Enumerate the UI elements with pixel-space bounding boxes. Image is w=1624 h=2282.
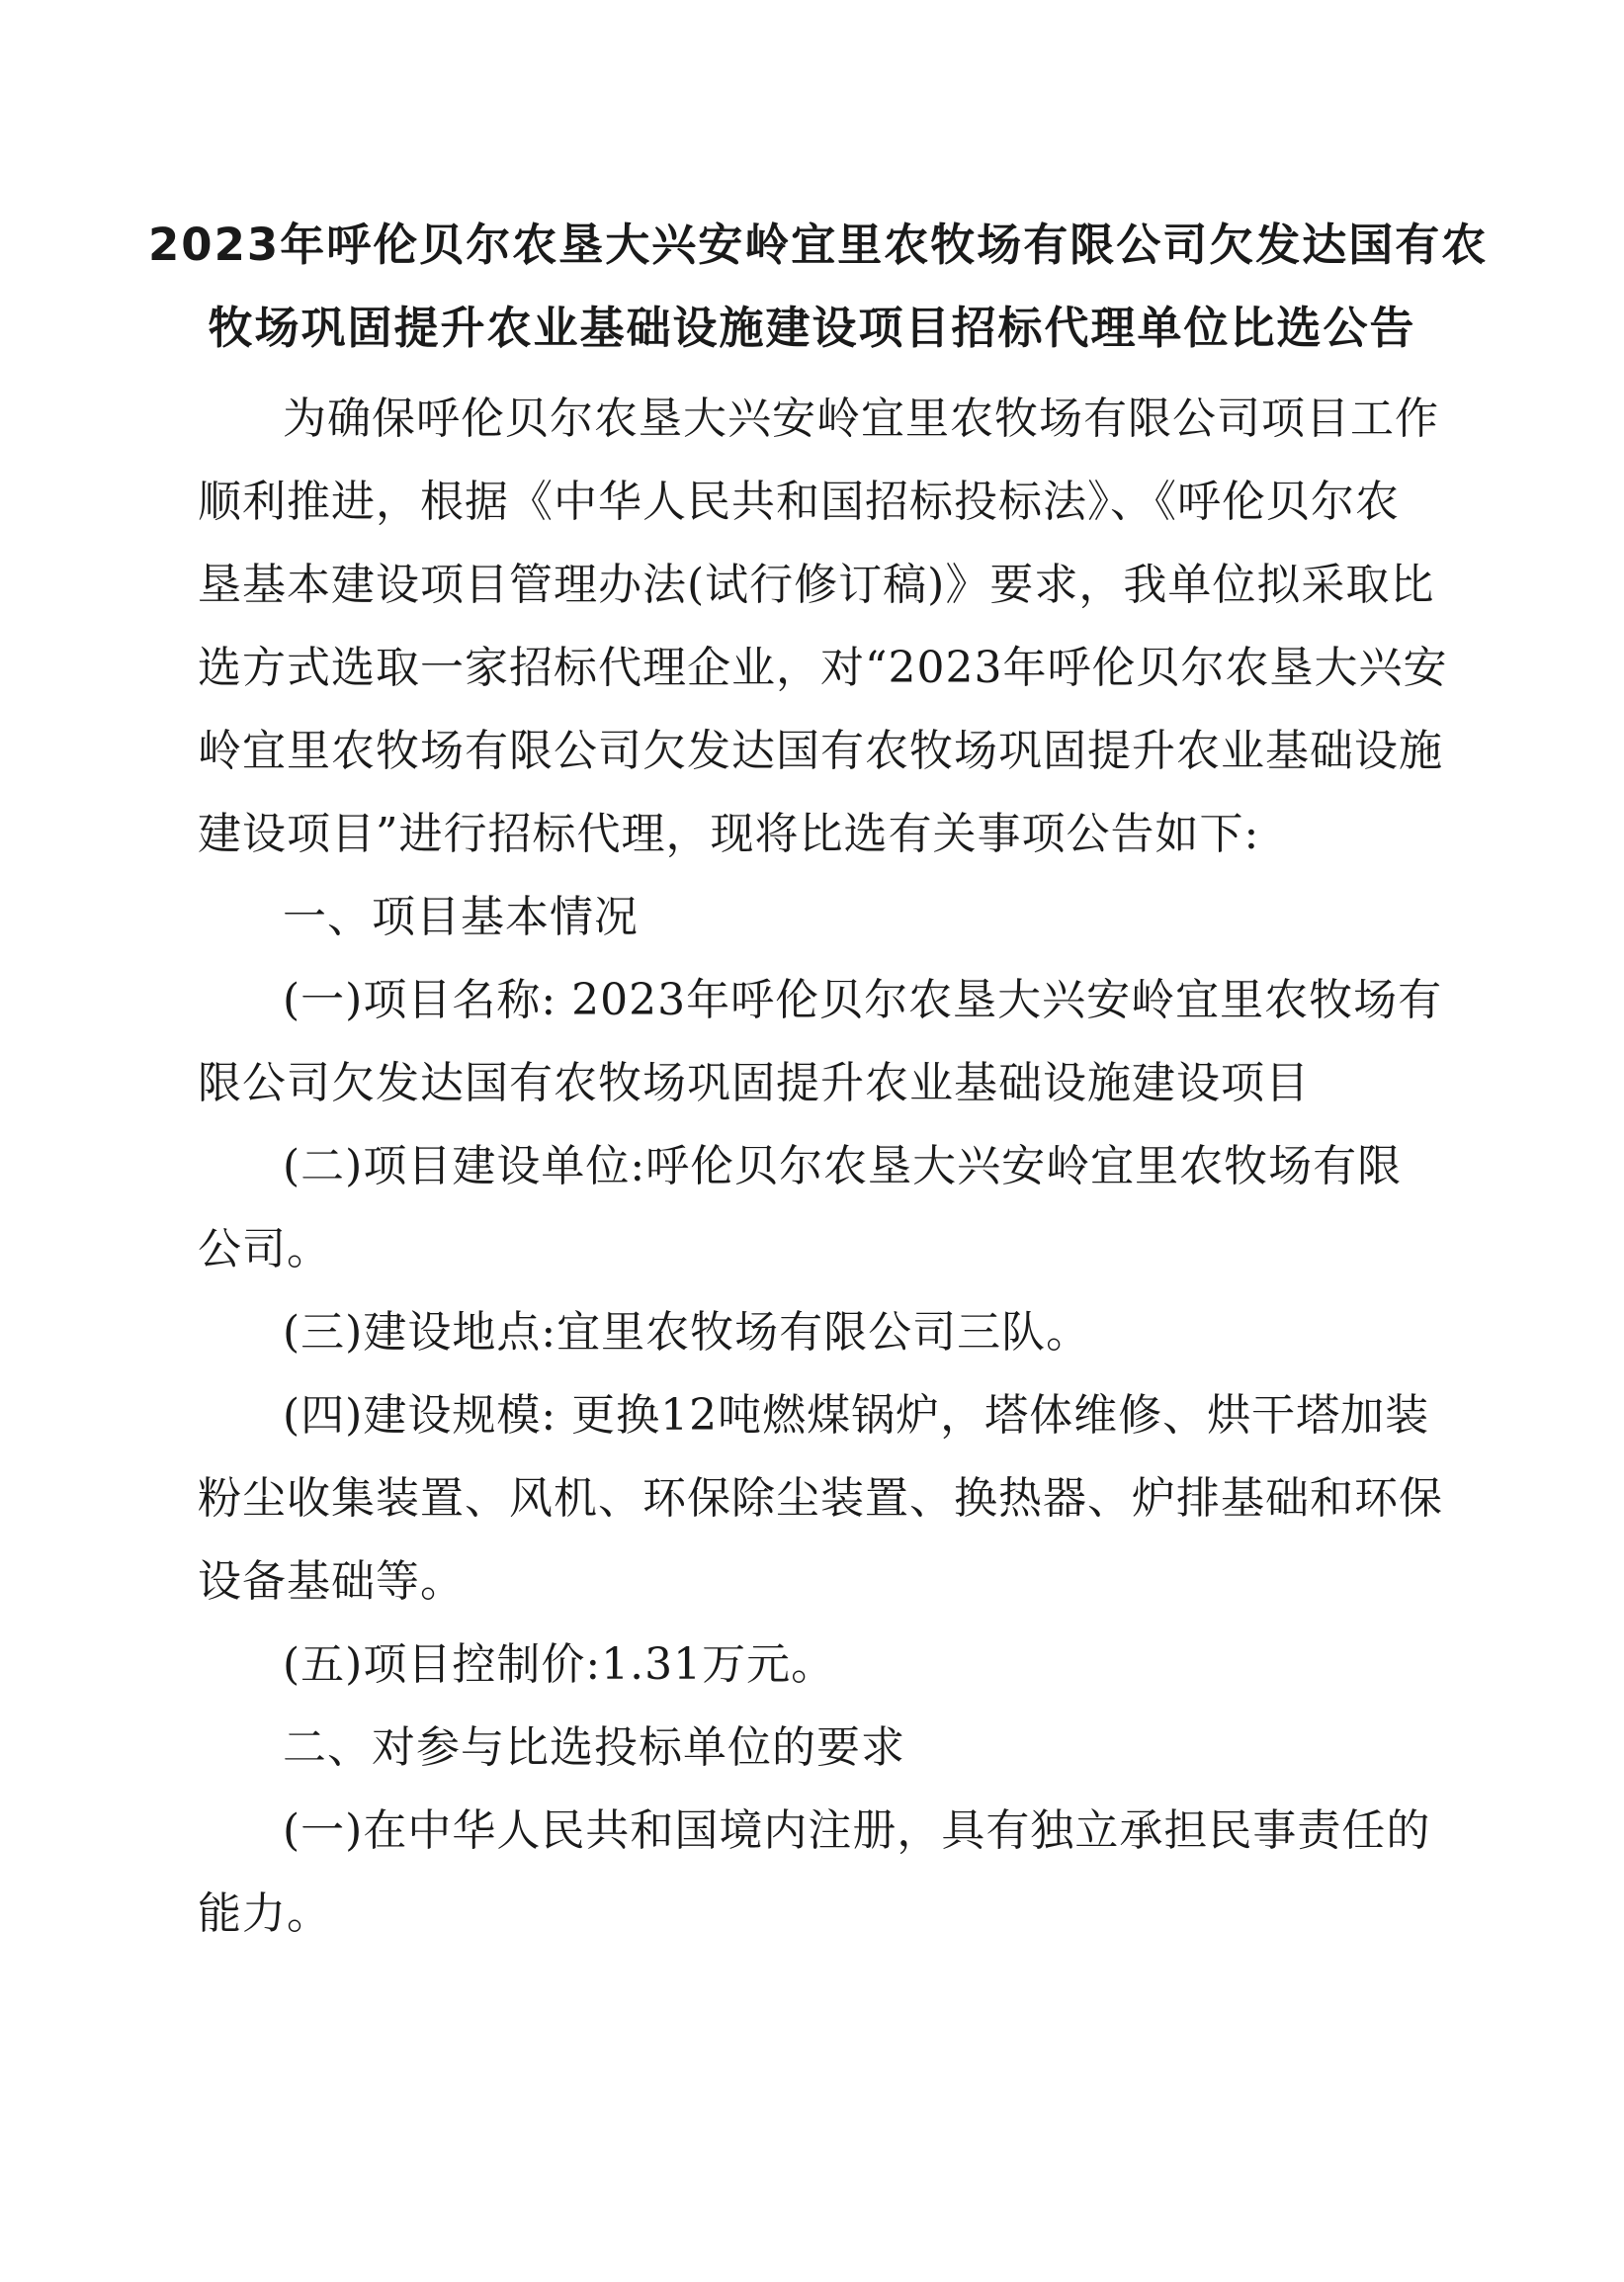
paragraph-line: 粉尘收集装置、风机、环保除尘装置、换热器、炉排基础和环保 (198, 1473, 1443, 1524)
paragraph-line: 限公司欠发达国有农牧场巩固提升农业基础设施建设项目 (198, 1058, 1310, 1108)
paragraph-line: 公司。 (198, 1224, 331, 1274)
paragraph-line: (四)建设规模: 更换12吨燃煤锅炉，塔体维修、烘干塔加装 (283, 1390, 1430, 1441)
section-heading: 二、对参与比选投标单位的要求 (283, 1722, 905, 1773)
paragraph-line: 岭宜里农牧场有限公司欠发达国有农牧场巩固提升农业基础设施 (198, 726, 1443, 776)
paragraph-line: (一)项目名称: 2023年呼伦贝尔农垦大兴安岭宜里农牧场有 (283, 975, 1443, 1025)
paragraph-line: 选方式选取一家招标代理企业，对“2023年呼伦贝尔农垦大兴安 (198, 643, 1448, 693)
paragraph-line: 垦基本建设项目管理办法(试行修订稿)》要求，我单位拟采取比 (198, 560, 1435, 610)
paragraph-line: 顺利推进，根据《中华人民共和国招标投标法》、《呼伦贝尔农 (198, 477, 1400, 527)
paragraph-line: (五)项目控制价:1.31万元。 (283, 1639, 836, 1690)
paragraph-line: (二)项目建设单位:呼伦贝尔农垦大兴安岭宜里农牧场有限 (283, 1141, 1403, 1191)
paragraph-line: 能力。 (198, 1888, 331, 1939)
paragraph-line: 设备基础等。 (198, 1556, 465, 1607)
section-heading: 一、项目基本情况 (283, 892, 639, 942)
document-title-line-2: 牧场巩固提升农业基础设施建设项目招标代理单位比选公告 (208, 302, 1416, 354)
paragraph-line: 建设项目”进行招标代理，现将比选有关事项公告如下: (198, 809, 1260, 859)
paragraph-line: 为确保呼伦贝尔农垦大兴安岭宜里农牧场有限公司项目工作 (283, 394, 1439, 444)
document-title-line-1: 2023年呼伦贝尔农垦大兴安岭宜里农牧场有限公司欠发达国有农 (148, 219, 1489, 271)
paragraph-line: (一)在中华人民共和国境内注册，具有独立承担民事责任的 (283, 1805, 1431, 1856)
paragraph-line: (三)建设地点:宜里农牧场有限公司三队。 (283, 1307, 1091, 1358)
